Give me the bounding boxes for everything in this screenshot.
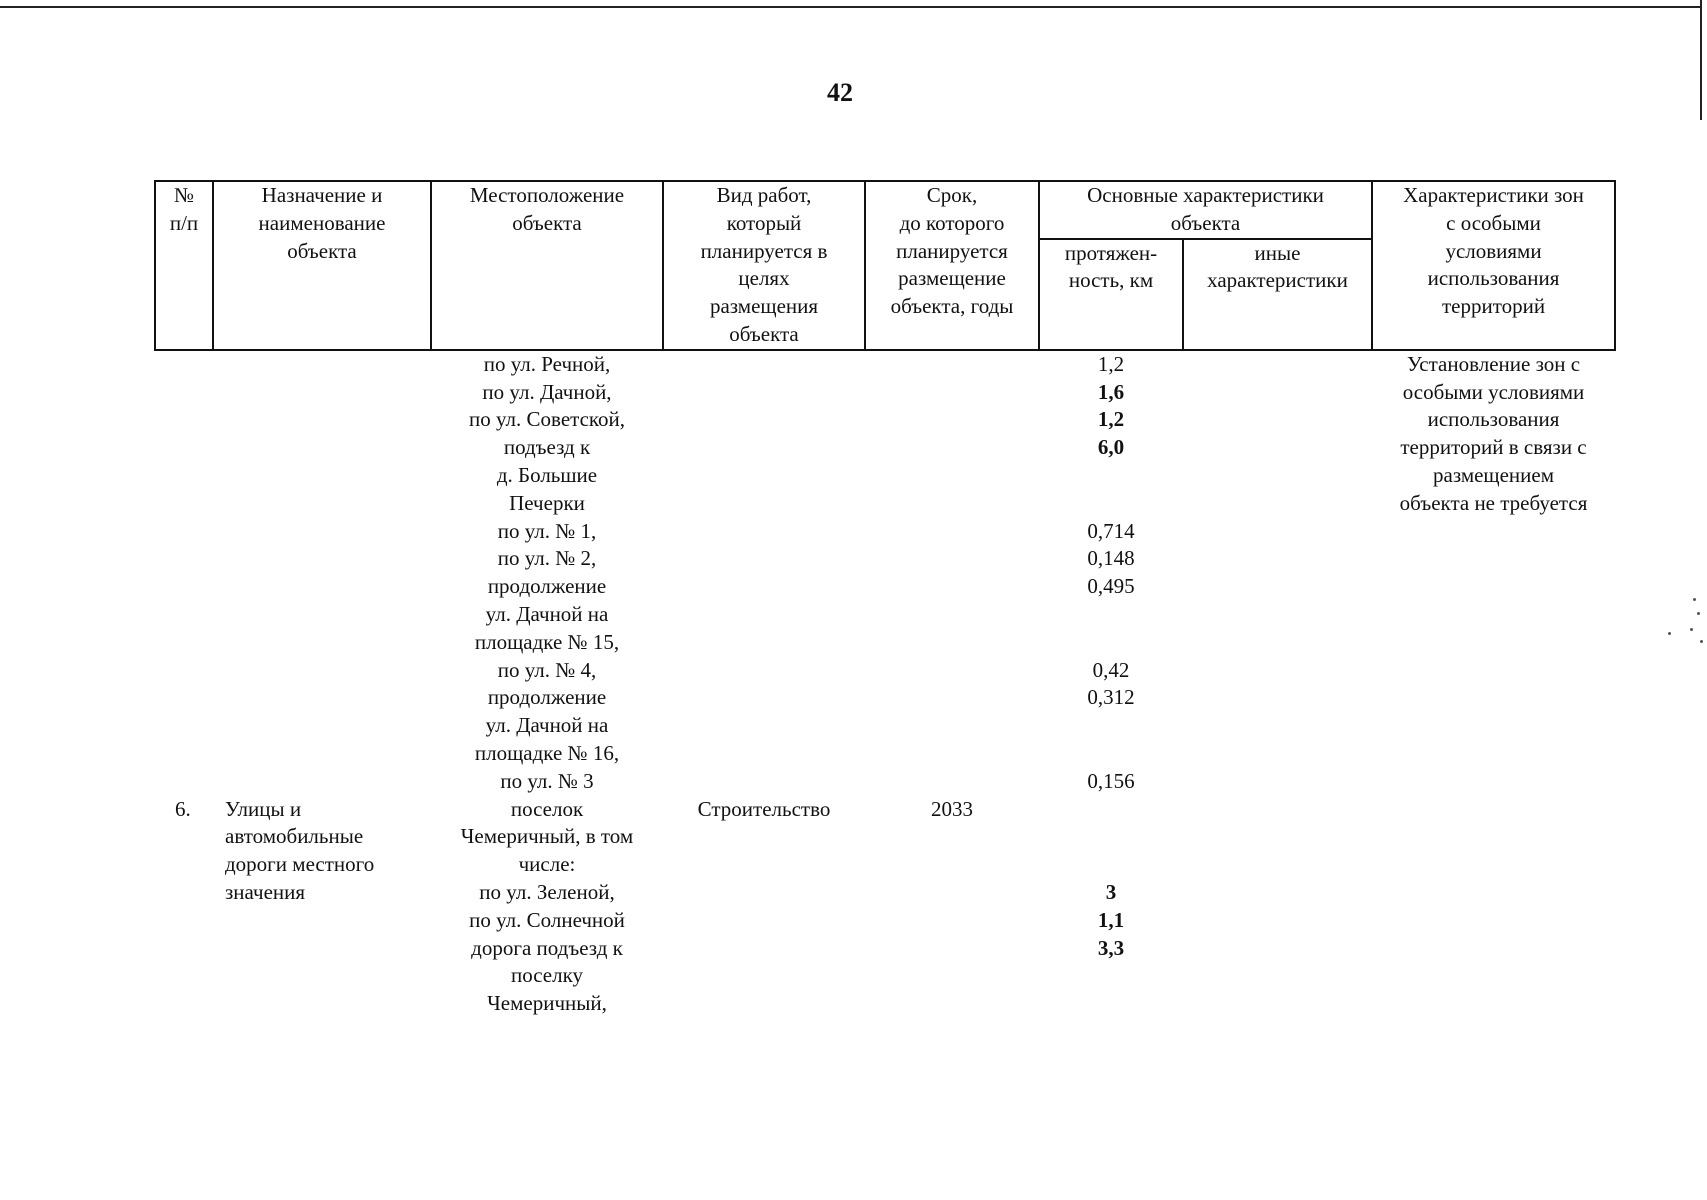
cell-line: 3,3 <box>1097 935 1125 960</box>
cell-line <box>175 657 209 685</box>
cell-line <box>869 379 1035 407</box>
cell-line: Чемеричный, <box>487 991 607 1016</box>
cell-line: размещением <box>1433 462 1555 487</box>
cell-line: продолжение <box>487 685 607 710</box>
cell-line <box>175 351 209 379</box>
cell-line <box>869 434 1035 462</box>
cell-line <box>175 490 209 518</box>
cell-line: условиями <box>1445 238 1542 263</box>
cell-line <box>869 657 1035 685</box>
header-deadline <box>865 181 1039 350</box>
cell-line: 2033 <box>931 796 973 821</box>
cell-line: 1,2 <box>1097 351 1125 376</box>
cell-line <box>225 351 427 379</box>
cell-length <box>1039 350 1183 1018</box>
cell-line <box>869 518 1035 546</box>
cell-line: территорий в связи с <box>1400 435 1587 460</box>
cell-line: Местоположение <box>469 183 625 207</box>
cell-line: по ул. Зеленой, <box>479 879 615 904</box>
cell-line <box>667 712 861 740</box>
cell-line <box>869 462 1035 490</box>
cell-line <box>869 712 1035 740</box>
top-border-line <box>0 6 1700 8</box>
cell-line <box>667 573 861 601</box>
planning-table <box>154 180 1616 1018</box>
cell-line: Чемеричный, в том <box>460 824 634 849</box>
cell-line <box>175 545 209 573</box>
cell-line <box>1043 796 1179 824</box>
cell-line <box>869 629 1035 657</box>
cell-line: 0,714 <box>1087 518 1135 543</box>
cell-line: 1,6 <box>1097 379 1125 404</box>
cell-line: ность, км <box>1068 268 1154 293</box>
cell-line: объекта <box>1170 210 1241 235</box>
cell-line: поселок <box>510 796 584 821</box>
cell-line <box>667 379 861 407</box>
cell-line: по ул. № 2, <box>497 546 597 571</box>
cell-line <box>225 545 427 573</box>
cell-line: дорога подъезд к <box>471 935 623 960</box>
cell-line: размещения <box>709 294 819 319</box>
cell-line: иные <box>1254 240 1301 265</box>
cell-line <box>175 406 209 434</box>
cell-line: с особыми <box>1446 210 1541 235</box>
cell-line: ул. Дачной на <box>485 713 609 738</box>
cell-line: подъезд к <box>503 435 591 460</box>
cell-line <box>225 657 427 685</box>
cell-line: 0,495 <box>1087 574 1135 599</box>
cell-line: объекта, годы <box>890 294 1014 319</box>
cell-line: Основные характеристики <box>1087 183 1324 207</box>
cell-line <box>869 545 1035 573</box>
cell-line <box>225 740 427 768</box>
cell-line <box>175 768 209 796</box>
scan-noise <box>1690 628 1693 631</box>
cell-line <box>225 406 427 434</box>
cell-line: 0,156 <box>1087 768 1135 793</box>
header-length <box>1039 239 1183 350</box>
cell-line: площадке № 16, <box>474 740 620 765</box>
cell-line <box>175 601 209 629</box>
header-main-characteristics <box>1039 181 1372 239</box>
cell-line <box>225 768 427 796</box>
cell-line <box>1043 740 1179 768</box>
cell-line: 1,1 <box>1097 907 1125 932</box>
cell-line <box>175 712 209 740</box>
cell-line: характеристики <box>1207 268 1348 293</box>
cell-line: № <box>173 183 195 207</box>
cell-line: до которого <box>899 210 1005 235</box>
cell-line <box>1043 823 1179 851</box>
cell-line: Характеристики зон <box>1403 183 1584 207</box>
cell-line <box>175 573 209 601</box>
cell-line: планируется <box>896 238 1008 263</box>
cell-line <box>667 768 861 796</box>
cell-line: поселку <box>510 963 584 988</box>
cell-line <box>667 629 861 657</box>
cell-line <box>175 740 209 768</box>
cell-location <box>431 350 663 1018</box>
scan-noise <box>1700 640 1703 643</box>
cell-line: по ул. № 1, <box>497 518 597 543</box>
cell-line <box>667 740 861 768</box>
cell-line: п/п <box>169 210 199 235</box>
cell-line: протяжен- <box>1064 240 1158 265</box>
cell-line: 6. <box>175 796 191 821</box>
scan-noise <box>1697 612 1700 615</box>
page-number: 42 <box>827 78 853 107</box>
cell-line: 6,0 <box>1097 435 1125 460</box>
cell-line: территорий <box>1441 294 1546 319</box>
cell-line <box>667 490 861 518</box>
cell-line: 0,42 <box>1092 657 1130 682</box>
cell-line <box>175 629 209 657</box>
scan-noise <box>1693 598 1696 601</box>
cell-line: размещение <box>898 266 1006 291</box>
cell-line: 0,312 <box>1087 685 1135 710</box>
cell-line: 1,2 <box>1097 407 1125 432</box>
cell-line: Улицы и <box>225 796 302 821</box>
cell-line <box>1043 490 1179 518</box>
cell-line: по ул. Речной, <box>483 351 611 376</box>
cell-work-type <box>663 350 865 1018</box>
cell-line: по ул. Солнечной <box>469 907 625 932</box>
table-body <box>155 350 1615 1018</box>
cell-line: использования <box>1427 407 1560 432</box>
cell-line: наименование <box>258 210 386 235</box>
cell-line <box>869 684 1035 712</box>
cell-line <box>225 490 427 518</box>
cell-line: по ул. Дачной, <box>482 379 612 404</box>
cell-line <box>225 434 427 462</box>
cell-line <box>225 712 427 740</box>
cell-line <box>1043 629 1179 657</box>
cell-line: Срок, <box>926 183 978 207</box>
cell-num <box>155 350 213 1018</box>
cell-line: площадке № 15, <box>474 629 620 654</box>
cell-line: использования <box>1427 266 1560 291</box>
cell-line: 0,148 <box>1087 546 1135 571</box>
cell-zone-characteristics <box>1372 350 1615 1018</box>
cell-line: Строительство <box>697 796 831 821</box>
cell-line <box>1043 851 1179 879</box>
cell-line: автомобильные <box>225 824 364 849</box>
header-num <box>155 181 213 350</box>
cell-line: дороги местного <box>225 852 375 877</box>
cell-line <box>667 545 861 573</box>
cell-line <box>1043 712 1179 740</box>
cell-line <box>869 740 1035 768</box>
cell-line: по ул. № 3 <box>500 768 594 793</box>
cell-line: 3 <box>1105 879 1117 904</box>
cell-line <box>667 684 861 712</box>
cell-line: Печерки <box>509 490 585 515</box>
cell-line <box>225 629 427 657</box>
header-other-characteristics <box>1183 239 1372 350</box>
cell-line <box>225 573 427 601</box>
cell-other-characteristics <box>1183 350 1372 1018</box>
cell-line: Назначение и <box>261 183 383 207</box>
cell-line <box>667 434 861 462</box>
cell-deadline <box>865 350 1039 1018</box>
cell-line: ул. Дачной на <box>485 601 609 626</box>
cell-line <box>175 684 209 712</box>
cell-line <box>175 379 209 407</box>
cell-line: Вид работ, <box>716 183 812 207</box>
table-header <box>155 181 1615 350</box>
cell-line: по ул. № 4, <box>497 657 597 682</box>
cell-line <box>1043 462 1179 490</box>
cell-line <box>225 518 427 546</box>
cell-line <box>869 406 1035 434</box>
cell-line <box>869 351 1035 379</box>
cell-name <box>213 350 431 1018</box>
cell-line <box>667 406 861 434</box>
cell-line: объекта <box>729 321 799 346</box>
cell-line: целях <box>738 266 790 291</box>
cell-line <box>1043 601 1179 629</box>
cell-line <box>667 462 861 490</box>
cell-line: продолжение <box>487 574 607 599</box>
table-row <box>155 350 1615 1018</box>
header-work-type <box>663 181 865 350</box>
cell-line <box>225 462 427 490</box>
cell-line <box>869 573 1035 601</box>
cell-line <box>869 490 1035 518</box>
scan-noise <box>1668 632 1671 635</box>
cell-line <box>869 601 1035 629</box>
cell-line: значения <box>225 879 306 904</box>
cell-line <box>225 601 427 629</box>
cell-line: объекта <box>287 238 357 263</box>
cell-line: который <box>726 210 802 235</box>
cell-line <box>667 601 861 629</box>
header-name <box>213 181 431 350</box>
cell-line: Установление зон с <box>1406 351 1581 376</box>
cell-line: объекта <box>512 210 582 235</box>
header-location <box>431 181 663 350</box>
cell-line: д. Большие <box>496 462 598 487</box>
cell-line <box>175 518 209 546</box>
cell-line <box>667 657 861 685</box>
cell-line <box>225 379 427 407</box>
cell-line <box>175 434 209 462</box>
cell-line: планируется в <box>700 238 828 263</box>
cell-line <box>225 684 427 712</box>
cell-line: числе: <box>518 852 576 877</box>
right-border-line <box>1700 0 1702 120</box>
cell-line: по ул. Советской, <box>468 407 626 432</box>
header-zone-characteristics <box>1372 181 1615 350</box>
cell-line: особыми условиями <box>1402 379 1585 404</box>
cell-line <box>869 768 1035 796</box>
cell-line <box>667 351 861 379</box>
cell-line <box>667 518 861 546</box>
cell-line: объекта не требуется <box>1399 490 1588 515</box>
cell-line <box>175 462 209 490</box>
